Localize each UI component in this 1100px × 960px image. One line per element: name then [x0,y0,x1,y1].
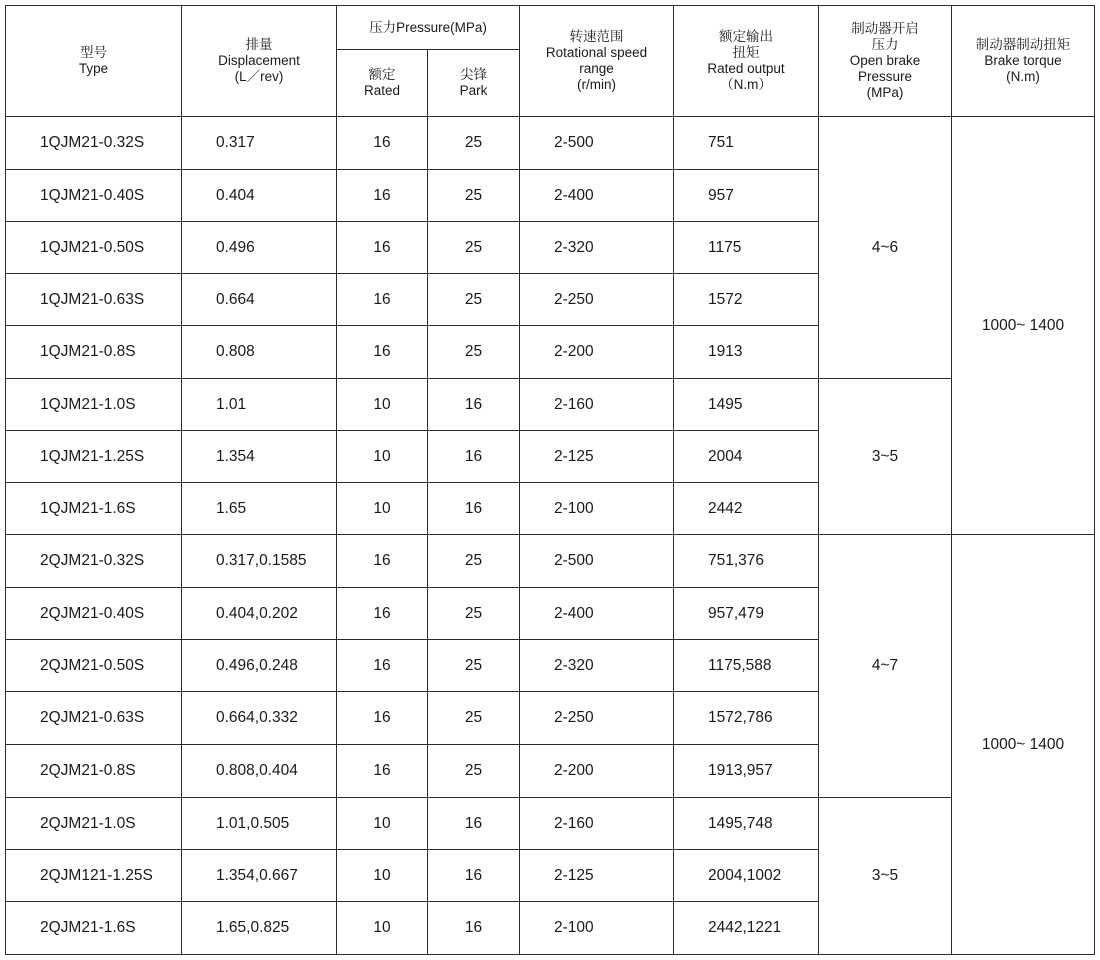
displacement-cell: 0.404,0.202 [182,588,337,640]
header-open-brake-zh2: 压力 [871,37,899,52]
header-pressure-group [337,6,520,50]
displacement-cell: 0.317 [182,117,337,170]
header-displacement [182,6,337,117]
header-open-brake-en1: Open brake [849,53,921,68]
speed-range-cell: 2-250 [520,274,674,326]
peak-pressure-cell: 16 [428,379,520,431]
rated-torque-cell: 1913,957 [674,745,819,798]
type-cell: 1QJM21-0.40S [6,170,182,222]
speed-range-cell: 2-400 [520,588,674,640]
rated-pressure-cell: 16 [337,640,428,692]
rated-pressure-cell: 10 [337,379,428,431]
displacement-cell: 0.404 [182,170,337,222]
header-torque-zh1: 额定输出 [719,29,773,44]
speed-range-cell: 2-100 [520,483,674,535]
type-cell: 2QJM121-1.25S [6,850,182,902]
peak-pressure-cell: 25 [428,274,520,326]
speed-range-cell: 2-400 [520,170,674,222]
rated-pressure-cell: 10 [337,902,428,955]
displacement-cell: 0.664,0.332 [182,692,337,745]
header-brake-torque-en: Brake torque [984,53,1062,68]
rated-pressure-cell: 10 [337,798,428,850]
rated-torque-cell: 2442,1221 [674,902,819,955]
displacement-cell: 0.808,0.404 [182,745,337,798]
table-row [6,535,1095,588]
header-type [6,6,182,117]
header-speed-unit: (r/min) [577,77,616,92]
spec-table-body [6,117,1095,955]
header-speed [520,6,674,117]
rated-torque-cell: 2004,1002 [674,850,819,902]
header-type-zh: 型号 [80,45,107,60]
speed-range-cell: 2-125 [520,850,674,902]
rated-pressure-cell: 16 [337,745,428,798]
header-displacement-unit: (L／rev) [234,69,284,84]
speed-range-cell: 2-160 [520,379,674,431]
header-open-brake [819,6,952,117]
speed-range-cell: 2-200 [520,326,674,379]
peak-pressure-cell: 25 [428,692,520,745]
open-brake-pressure-cell: 3~5 [819,379,952,535]
type-cell: 1QJM21-1.6S [6,483,182,535]
rated-pressure-cell: 10 [337,850,428,902]
speed-range-cell: 2-125 [520,431,674,483]
rated-torque-cell: 957,479 [674,588,819,640]
header-displacement-zh: 排量 [245,37,273,52]
open-brake-pressure-cell: 4~7 [819,535,952,798]
header-speed-zh: 转速范围 [569,29,624,44]
header-speed-en1: Rotational speed [545,45,648,60]
rated-torque-cell: 751,376 [674,535,819,588]
displacement-cell: 1.354,0.667 [182,850,337,902]
rated-pressure-cell: 16 [337,117,428,170]
peak-pressure-cell: 25 [428,170,520,222]
peak-pressure-cell: 16 [428,850,520,902]
type-cell: 1QJM21-1.0S [6,379,182,431]
header-torque [674,6,819,117]
displacement-cell: 1.65 [182,483,337,535]
type-cell: 1QJM21-0.8S [6,326,182,379]
header-brake-torque-zh: 制动器制动扭矩 [975,37,1071,52]
rated-pressure-cell: 16 [337,326,428,379]
type-cell: 2QJM21-1.6S [6,902,182,955]
speed-range-cell: 2-160 [520,798,674,850]
type-cell: 2QJM21-1.0S [6,798,182,850]
type-cell: 2QJM21-0.63S [6,692,182,745]
peak-pressure-cell: 25 [428,326,520,379]
rated-torque-cell: 957 [674,170,819,222]
displacement-cell: 0.496,0.248 [182,640,337,692]
rated-pressure-cell: 16 [337,222,428,274]
rated-torque-cell: 751 [674,117,819,170]
peak-pressure-cell: 16 [428,902,520,955]
rated-torque-cell: 1495,748 [674,798,819,850]
rated-pressure-cell: 10 [337,483,428,535]
header-rated [337,50,428,117]
speed-range-cell: 2-200 [520,745,674,798]
type-cell: 1QJM21-0.50S [6,222,182,274]
header-brake-torque [952,6,1095,117]
peak-pressure-cell: 25 [428,588,520,640]
speed-range-cell: 2-500 [520,117,674,170]
displacement-cell: 1.01,0.505 [182,798,337,850]
type-cell: 2QJM21-0.50S [6,640,182,692]
peak-pressure-cell: 16 [428,431,520,483]
rated-pressure-cell: 16 [337,170,428,222]
open-brake-pressure-cell: 4~6 [819,117,952,379]
header-torque-zh2: 扭矩 [732,45,760,60]
header-pressure-label: 压力Pressure(MPa) [369,19,487,35]
header-peak [428,50,520,117]
speed-range-cell: 2-100 [520,902,674,955]
header-rated-en: Rated [363,83,401,98]
type-cell: 2QJM21-0.8S [6,745,182,798]
speed-range-cell: 2-320 [520,222,674,274]
header-open-brake-en2: Pressure [857,69,913,84]
rated-torque-cell: 1175 [674,222,819,274]
displacement-cell: 0.808 [182,326,337,379]
peak-pressure-cell: 25 [428,222,520,274]
rated-pressure-cell: 16 [337,535,428,588]
displacement-cell: 1.354 [182,431,337,483]
peak-pressure-cell: 25 [428,745,520,798]
spec-table [5,5,1095,955]
type-cell: 1QJM21-0.32S [6,117,182,170]
header-rated-zh: 额定 [368,67,396,82]
displacement-cell: 0.317,0.1585 [182,535,337,588]
peak-pressure-cell: 16 [428,483,520,535]
header-open-brake-unit: (MPa) [866,85,904,100]
speed-range-cell: 2-320 [520,640,674,692]
header-displacement-en: Displacement [218,53,300,68]
header-brake-torque-unit: (N.m) [1006,69,1040,84]
type-cell: 2QJM21-0.40S [6,588,182,640]
displacement-cell: 1.65,0.825 [182,902,337,955]
type-cell: 1QJM21-0.63S [6,274,182,326]
header-type-en: Type [78,61,109,76]
table-row [6,117,1095,170]
displacement-cell: 1.01 [182,379,337,431]
brake-torque-cell: 1000~ 1400 [952,117,1095,535]
displacement-cell: 0.496 [182,222,337,274]
rated-pressure-cell: 10 [337,431,428,483]
speed-range-cell: 2-500 [520,535,674,588]
rated-pressure-cell: 16 [337,692,428,745]
header-torque-en: Rated output [707,61,785,76]
table-row [6,798,1095,850]
peak-pressure-cell: 25 [428,117,520,170]
rated-torque-cell: 1572 [674,274,819,326]
speed-range-cell: 2-250 [520,692,674,745]
rated-torque-cell: 2004 [674,431,819,483]
header-peak-zh: 尖锋 [460,67,487,82]
type-cell: 1QJM21-1.25S [6,431,182,483]
open-brake-pressure-cell: 3~5 [819,798,952,955]
rated-pressure-cell: 16 [337,588,428,640]
rated-pressure-cell: 16 [337,274,428,326]
peak-pressure-cell: 25 [428,535,520,588]
rated-torque-cell: 2442 [674,483,819,535]
displacement-cell: 0.664 [182,274,337,326]
rated-torque-cell: 1572,786 [674,692,819,745]
header-torque-unit: （N.m） [720,77,772,92]
brake-torque-cell: 1000~ 1400 [952,535,1095,955]
peak-pressure-cell: 16 [428,798,520,850]
rated-torque-cell: 1175,588 [674,640,819,692]
rated-torque-cell: 1913 [674,326,819,379]
type-cell: 2QJM21-0.32S [6,535,182,588]
peak-pressure-cell: 25 [428,640,520,692]
rated-torque-cell: 1495 [674,379,819,431]
table-row [6,379,1095,431]
header-open-brake-zh1: 制动器开启 [851,21,919,36]
header-speed-en2: range [579,61,614,76]
header-peak-en: Park [459,83,488,98]
